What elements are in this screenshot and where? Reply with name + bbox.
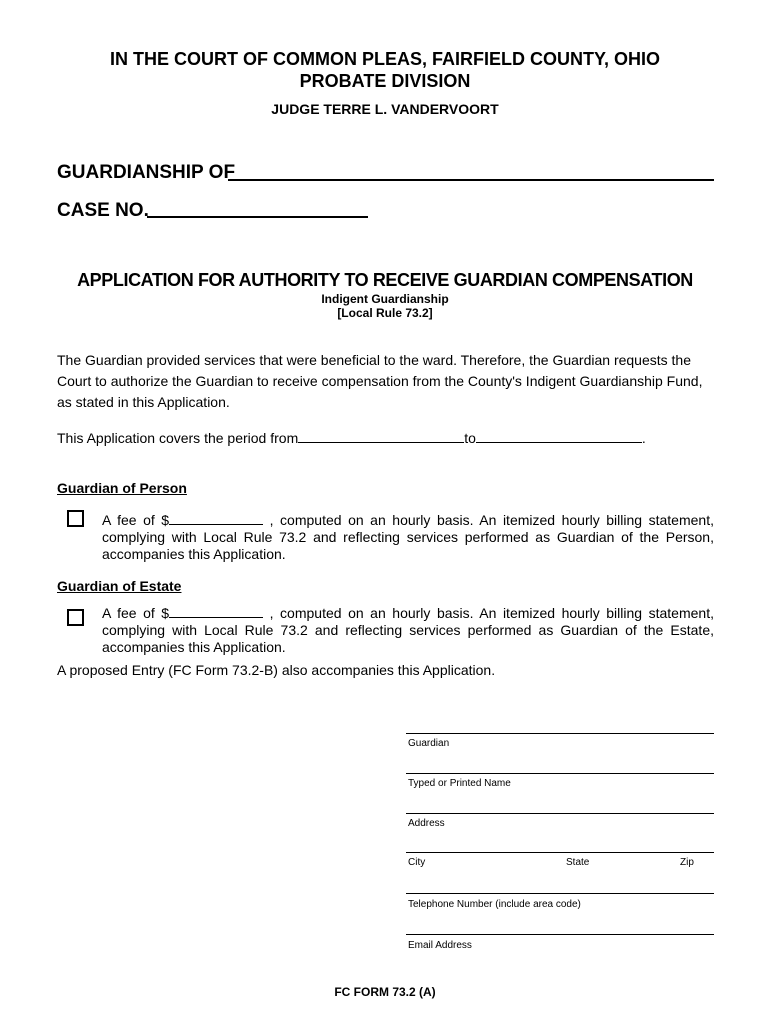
- city-state-zip-line[interactable]: [406, 852, 714, 853]
- guardianship-label: GUARDIANSHIP OF: [57, 162, 236, 183]
- form-title: APPLICATION FOR AUTHORITY TO RECEIVE GUARDIAN COMPENSATION: [77, 270, 693, 290]
- period-prefix: This Application covers the period from: [57, 430, 299, 446]
- estate-fee-description: , computed on an hourly basis. An itemized hourly billing statement, complying with Local Rule 73.2 and reflecting services performed as Guardian of the Estate, accompanies this Application.: [102, 605, 714, 655]
- guardian-of-estate-heading: Guardian of Estate: [57, 578, 182, 594]
- form-number: FC FORM 73.2 (A): [334, 985, 436, 999]
- zip-label: Zip: [680, 857, 694, 868]
- period-from-field[interactable]: [298, 430, 464, 443]
- typed-name-label: Typed or Printed Name: [408, 778, 511, 789]
- intro-paragraph: The Guardian provided services that were beneficial to the ward. Therefore, the Guardian requests the Court to authorize the Guardian to receive compensation from the County's Indigent Guardianship Fund, as stated in this Application.: [57, 352, 703, 410]
- guardianship-name-field[interactable]: [228, 179, 714, 181]
- person-fee-field[interactable]: [169, 512, 263, 525]
- guardian-signature-line[interactable]: [406, 733, 714, 734]
- person-fee-prefix: A fee of $: [102, 512, 170, 528]
- address-line[interactable]: [406, 813, 714, 814]
- guardian-signature-label: Guardian: [408, 738, 450, 749]
- judge-name: JUDGE TERRE L. VANDERVOORT: [271, 101, 499, 117]
- court-heading: [0, 48, 770, 92]
- state-label: State: [566, 857, 590, 868]
- email-line[interactable]: [406, 934, 714, 935]
- period-suffix: .: [641, 430, 646, 446]
- guardian-of-person-heading: Guardian of Person: [57, 480, 187, 496]
- period-to-label: to: [464, 430, 476, 446]
- case-no-label: CASE NO.: [57, 200, 149, 221]
- telephone-label: Telephone Number (include area code): [408, 899, 581, 910]
- typed-name-line[interactable]: [406, 773, 714, 774]
- estate-fee-prefix: A fee of $: [102, 605, 170, 621]
- address-label: Address: [408, 818, 445, 829]
- court-division: PROBATE DIVISION: [299, 71, 471, 91]
- proposed-entry-note: A proposed Entry (FC Form 73.2-B) also accompanies this Application.: [57, 662, 496, 678]
- guardian-of-estate-fee-text: [102, 605, 714, 656]
- guardian-of-person-checkbox[interactable]: [67, 510, 84, 527]
- guardian-of-estate-checkbox[interactable]: [67, 609, 84, 626]
- case-no-field[interactable]: [147, 216, 368, 218]
- local-rule-reference: [Local Rule 73.2]: [337, 306, 433, 320]
- email-label: Email Address: [408, 940, 472, 951]
- period-line: [57, 428, 717, 449]
- form-subtitle: Indigent Guardianship: [321, 292, 449, 306]
- estate-fee-field[interactable]: [169, 605, 263, 618]
- period-to-field[interactable]: [476, 430, 642, 443]
- court-name: IN THE COURT OF COMMON PLEAS, FAIRFIELD COUNTY, OHIO: [109, 49, 660, 69]
- telephone-line[interactable]: [406, 893, 714, 894]
- city-label: City: [408, 857, 426, 868]
- guardian-of-person-fee-text: [102, 512, 714, 563]
- person-fee-description: , computed on an hourly basis. An itemized hourly billing statement, complying with Local Rule 73.2 and reflecting services performed as Guardian of the Person, accompanies this Application.: [102, 512, 714, 562]
